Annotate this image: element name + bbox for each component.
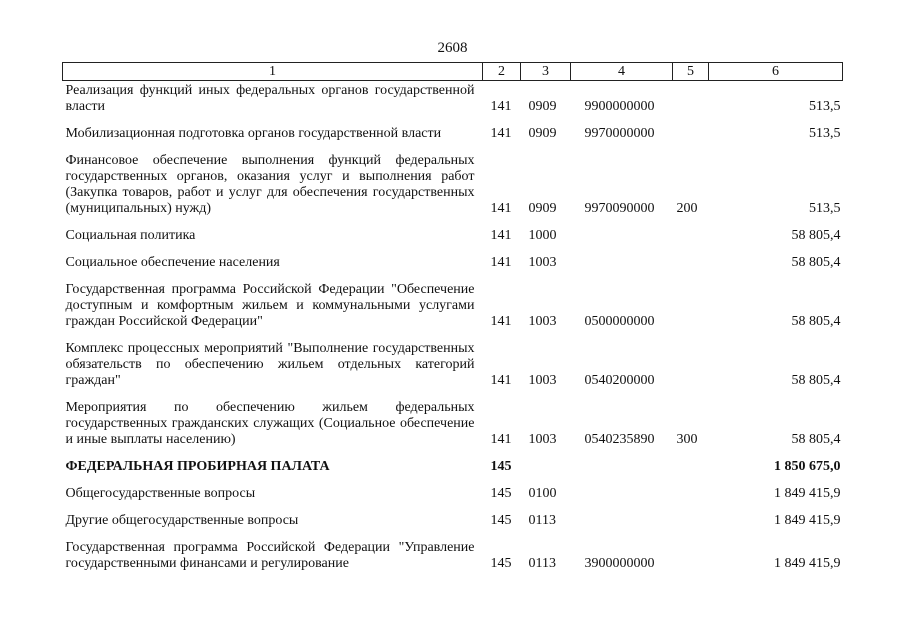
column-header-3: 3 <box>521 63 571 81</box>
row-name-cell: Социальное обеспечение населения <box>65 255 280 270</box>
column-header-5: 5 <box>673 63 709 81</box>
expense-type-cell: 300 <box>676 432 698 447</box>
admin-code-cell: 141 <box>490 432 512 447</box>
admin-code-cell: 141 <box>490 228 512 243</box>
amount-cell: 1 849 415,9 <box>774 486 841 501</box>
target-article-cell <box>571 448 673 475</box>
admin-code-cell: 141 <box>490 126 512 141</box>
target-article-cell: 0500000000 <box>584 314 655 329</box>
target-article-cell: 0540235890 <box>584 432 655 447</box>
expense-type-cell <box>673 475 709 502</box>
table-body <box>63 81 843 573</box>
row-name-cell: Общегосударственные вопросы <box>65 486 256 501</box>
section-code-cell: 0909 <box>528 201 557 216</box>
table-row <box>63 244 843 271</box>
admin-code-cell: 145 <box>490 486 512 501</box>
row-name-cell: Социальная политика <box>65 228 196 243</box>
amount-cell: 58 805,4 <box>791 228 841 243</box>
row-name-cell: Мероприятия по обеспечению жильем федеральных государственных гражданских служащих (Социальное обеспечение и иные выплаты населению) <box>65 400 475 447</box>
section-code-cell: 1003 <box>528 314 557 329</box>
admin-code-cell: 145 <box>490 513 512 528</box>
section-code-cell: 0909 <box>528 99 557 114</box>
section-code-cell: 1003 <box>528 432 557 447</box>
section-code-cell: 0113 <box>528 513 556 528</box>
section-code-cell: 1000 <box>528 228 557 243</box>
expense-type-cell: 200 <box>676 201 698 216</box>
target-article-cell: 3900000000 <box>584 556 655 571</box>
table-row <box>63 389 843 448</box>
target-article-cell: 0540200000 <box>584 373 655 388</box>
row-name-cell: Реализация функций иных федеральных органов государственной власти <box>65 83 475 114</box>
section-code-cell <box>521 448 571 475</box>
target-article-cell <box>571 475 673 502</box>
table-row <box>63 502 843 529</box>
table-row <box>63 330 843 389</box>
column-header-6: 6 <box>709 63 843 81</box>
expense-type-cell <box>673 115 709 142</box>
table-row <box>63 448 843 475</box>
section-code-cell: 1003 <box>528 255 557 270</box>
expense-type-cell <box>673 330 709 389</box>
expense-type-cell <box>673 217 709 244</box>
target-article-cell <box>571 502 673 529</box>
admin-code-cell: 145 <box>490 556 512 571</box>
row-name-cell: Комплекс процессных мероприятий "Выполнение государственных обязательств по обеспечению жильем отдельных категорий граждан" <box>65 341 475 388</box>
section-code-cell: 0100 <box>528 486 557 501</box>
admin-code-cell: 141 <box>490 201 512 216</box>
target-article-cell: 9900000000 <box>584 99 655 114</box>
amount-cell: 1 849 415,9 <box>774 513 841 528</box>
row-name-cell: ФЕДЕРАЛЬНАЯ ПРОБИРНАЯ ПАЛАТА <box>65 459 330 474</box>
page-number: 2608 <box>437 40 468 56</box>
expense-type-cell <box>673 502 709 529</box>
column-header-4: 4 <box>571 63 673 81</box>
admin-code-cell: 141 <box>490 255 512 270</box>
budget-table <box>62 62 843 572</box>
amount-cell: 58 805,4 <box>791 432 841 447</box>
row-name-cell: Мобилизационная подготовка органов государственной власти <box>65 126 442 141</box>
column-header-2: 2 <box>483 63 521 81</box>
amount-cell: 1 850 675,0 <box>774 459 841 474</box>
section-code-cell: 0113 <box>528 556 556 571</box>
admin-code-cell: 141 <box>490 99 512 114</box>
admin-code-cell: 141 <box>490 373 512 388</box>
column-header-1: 1 <box>63 63 483 81</box>
header-row <box>63 63 843 81</box>
amount-cell: 58 805,4 <box>791 314 841 329</box>
section-code-cell: 1003 <box>528 373 557 388</box>
table-row <box>63 475 843 502</box>
expense-type-cell <box>673 529 709 572</box>
table-row <box>63 217 843 244</box>
amount-cell: 513,5 <box>809 201 841 216</box>
admin-code-cell: 141 <box>490 314 512 329</box>
table-row <box>63 271 843 330</box>
row-name-cell: Государственная программа Российской Федерации "Управление государственными финансами и регулирование <box>65 540 475 571</box>
row-name-cell: Финансовое обеспечение выполнения функций федеральных государственных органов, оказания услуг и выполнения работ (Закупка товаров, работ и услуг для обеспечения государственных (муниципальных) нужд) <box>65 153 475 216</box>
amount-cell: 58 805,4 <box>791 255 841 270</box>
expense-type-cell <box>673 244 709 271</box>
target-article-cell: 9970090000 <box>584 201 655 216</box>
amount-cell: 513,5 <box>809 126 841 141</box>
table-row <box>63 81 843 116</box>
table-row <box>63 142 843 217</box>
table-row <box>63 115 843 142</box>
target-article-cell <box>571 244 673 271</box>
section-code-cell: 0909 <box>528 126 557 141</box>
amount-cell: 58 805,4 <box>791 373 841 388</box>
table-row <box>63 529 843 572</box>
expense-type-cell <box>673 448 709 475</box>
expense-type-cell <box>673 271 709 330</box>
target-article-cell: 9970000000 <box>584 126 655 141</box>
target-article-cell <box>571 217 673 244</box>
row-name-cell: Государственная программа Российской Федерации "Обеспечение доступным и комфортным жильем и коммунальными услугами граждан Российской Федерации" <box>65 282 475 329</box>
expense-type-cell <box>673 81 709 116</box>
admin-code-cell: 145 <box>490 459 512 474</box>
amount-cell: 1 849 415,9 <box>774 556 841 571</box>
amount-cell: 513,5 <box>809 99 841 114</box>
row-name-cell: Другие общегосударственные вопросы <box>65 513 299 528</box>
